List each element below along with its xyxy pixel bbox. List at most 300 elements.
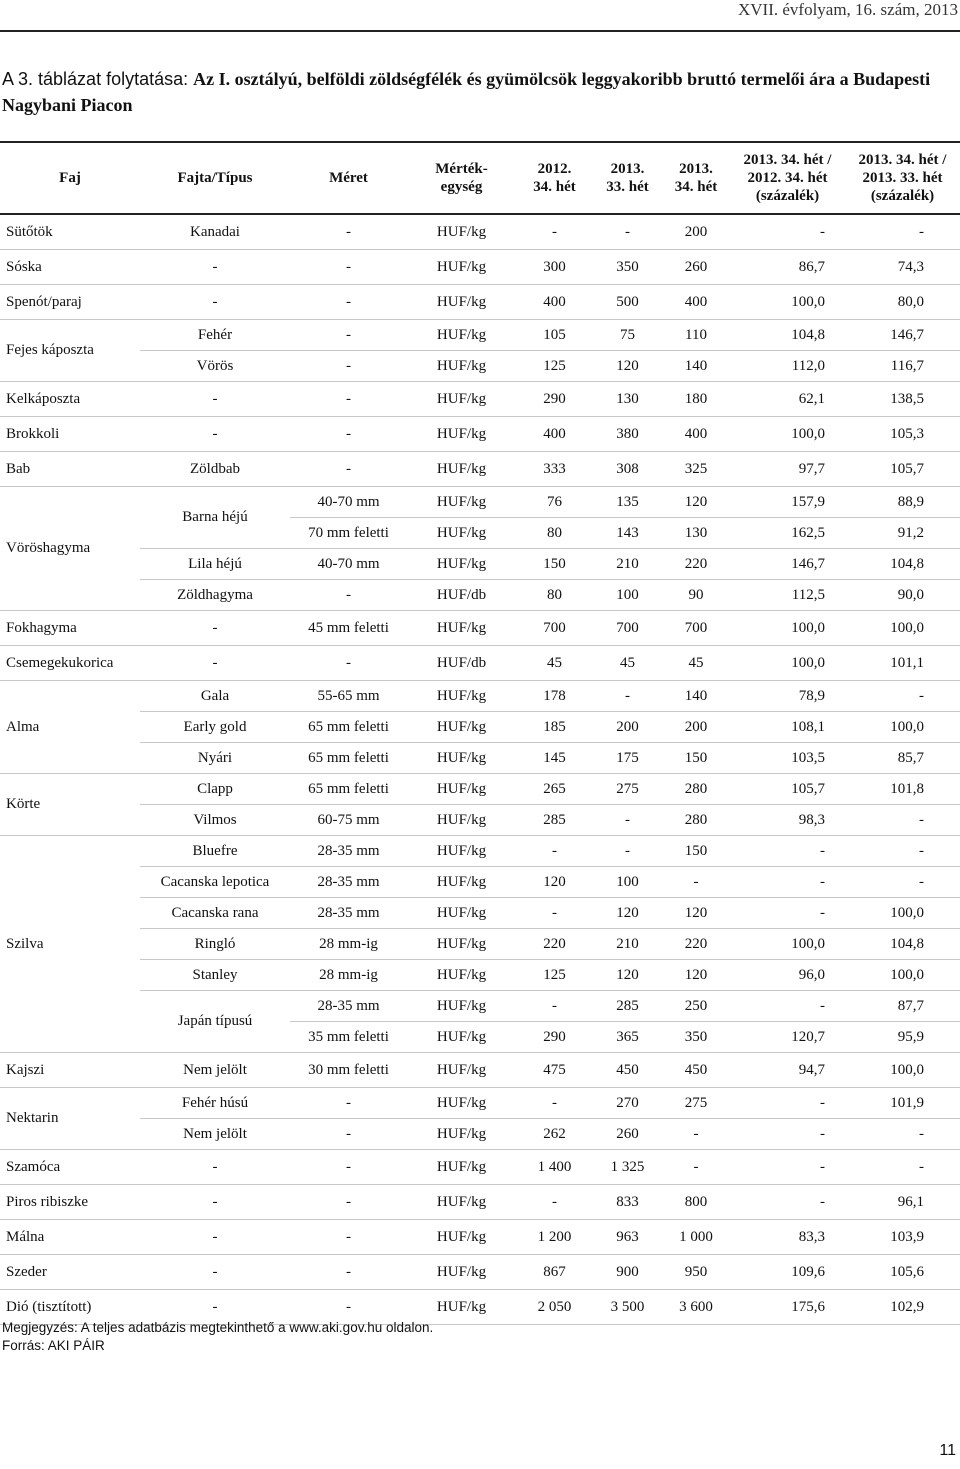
cell-fajta: - bbox=[140, 611, 290, 646]
header-divider bbox=[0, 30, 960, 32]
table-row bbox=[0, 646, 960, 681]
cell-meret: 65 mm feletti bbox=[290, 743, 407, 774]
cell-ratio-yoy: 96,0 bbox=[730, 960, 845, 991]
table-row bbox=[0, 1220, 960, 1255]
cell-2013-34: 325 bbox=[662, 452, 730, 487]
caption-prefix: A 3. táblázat folytatása: bbox=[2, 69, 194, 89]
cell-unit: HUF/kg bbox=[407, 898, 516, 929]
cell-ratio-yoy: - bbox=[730, 1185, 845, 1220]
cell-meret: - bbox=[290, 285, 407, 320]
cell-ratio-yoy: 109,6 bbox=[730, 1255, 845, 1290]
cell-ratio-yoy: - bbox=[730, 214, 845, 250]
cell-meret: 28-35 mm bbox=[290, 836, 407, 867]
cell-unit: HUF/kg bbox=[407, 929, 516, 960]
cell-2012-34: 475 bbox=[516, 1053, 593, 1088]
cell-ratio-wow: 74,3 bbox=[845, 250, 960, 285]
cell-fajta: Clapp bbox=[140, 774, 290, 805]
cell-ratio-yoy: 112,0 bbox=[730, 351, 845, 382]
cell-ratio-wow: 100,0 bbox=[845, 960, 960, 991]
cell-unit: HUF/kg bbox=[407, 250, 516, 285]
table-row bbox=[0, 743, 960, 774]
cell-fajta: Vilmos bbox=[140, 805, 290, 836]
cell-fajta: Early gold bbox=[140, 712, 290, 743]
cell-2013-34: - bbox=[662, 1150, 730, 1185]
cell-ratio-wow: 101,9 bbox=[845, 1088, 960, 1119]
cell-fajta: Nyári bbox=[140, 743, 290, 774]
cell-ratio-wow: - bbox=[845, 214, 960, 250]
cell-meret: - bbox=[290, 250, 407, 285]
cell-2013-33: 285 bbox=[593, 991, 662, 1022]
cell-2013-33: 100 bbox=[593, 867, 662, 898]
table-row bbox=[0, 214, 960, 250]
cell-2013-33: 120 bbox=[593, 960, 662, 991]
cell-unit: HUF/kg bbox=[407, 1088, 516, 1119]
cell-faj: Alma bbox=[0, 681, 140, 774]
cell-2013-33: - bbox=[593, 836, 662, 867]
table-row bbox=[0, 929, 960, 960]
table-row bbox=[0, 836, 960, 867]
cell-2013-34: 120 bbox=[662, 960, 730, 991]
cell-meret: 40-70 mm bbox=[290, 487, 407, 518]
cell-2013-34: 275 bbox=[662, 1088, 730, 1119]
cell-2013-33: 120 bbox=[593, 898, 662, 929]
cell-2013-33: 700 bbox=[593, 611, 662, 646]
cell-meret: - bbox=[290, 580, 407, 611]
cell-meret: 55-65 mm bbox=[290, 681, 407, 712]
cell-meret: - bbox=[290, 1220, 407, 1255]
cell-2013-34: 220 bbox=[662, 929, 730, 960]
cell-unit: HUF/kg bbox=[407, 452, 516, 487]
cell-2012-34: - bbox=[516, 898, 593, 929]
cell-unit: HUF/kg bbox=[407, 285, 516, 320]
cell-2013-33: 963 bbox=[593, 1220, 662, 1255]
cell-ratio-wow: 116,7 bbox=[845, 351, 960, 382]
cell-ratio-yoy: 162,5 bbox=[730, 518, 845, 549]
cell-unit: HUF/kg bbox=[407, 1053, 516, 1088]
cell-meret: 65 mm feletti bbox=[290, 774, 407, 805]
cell-fajta: Kanadai bbox=[140, 214, 290, 250]
cell-2012-34: 700 bbox=[516, 611, 593, 646]
cell-2013-34: 400 bbox=[662, 417, 730, 452]
cell-2012-34: - bbox=[516, 214, 593, 250]
cell-2012-34: - bbox=[516, 836, 593, 867]
cell-unit: HUF/db bbox=[407, 646, 516, 681]
cell-fajta: - bbox=[140, 1150, 290, 1185]
cell-fajta: - bbox=[140, 382, 290, 417]
cell-meret: 28-35 mm bbox=[290, 898, 407, 929]
cell-2013-34: 45 bbox=[662, 646, 730, 681]
cell-meret: - bbox=[290, 646, 407, 681]
cell-meret: - bbox=[290, 382, 407, 417]
cell-2012-34: 125 bbox=[516, 960, 593, 991]
cell-2012-34: 145 bbox=[516, 743, 593, 774]
cell-fajta: - bbox=[140, 250, 290, 285]
table-row bbox=[0, 382, 960, 417]
cell-fajta: Bluefre bbox=[140, 836, 290, 867]
cell-2012-34: - bbox=[516, 1185, 593, 1220]
cell-faj: Málna bbox=[0, 1220, 140, 1255]
cell-faj: Szilva bbox=[0, 836, 140, 1053]
cell-ratio-yoy: - bbox=[730, 991, 845, 1022]
issue-header: XVII. évfolyam, 16. szám, 2013 bbox=[737, 0, 958, 19]
table-row bbox=[0, 867, 960, 898]
table-row bbox=[0, 681, 960, 712]
cell-2012-34: - bbox=[516, 991, 593, 1022]
col-faj: Faj bbox=[0, 142, 140, 214]
cell-unit: HUF/kg bbox=[407, 549, 516, 580]
cell-2013-34: 150 bbox=[662, 743, 730, 774]
cell-fajta: Japán típusú bbox=[140, 991, 290, 1053]
cell-faj: Nektarin bbox=[0, 1088, 140, 1150]
cell-unit: HUF/kg bbox=[407, 1150, 516, 1185]
cell-2013-34: 250 bbox=[662, 991, 730, 1022]
cell-2013-33: 900 bbox=[593, 1255, 662, 1290]
cell-2012-34: 45 bbox=[516, 646, 593, 681]
cell-ratio-yoy: 105,7 bbox=[730, 774, 845, 805]
cell-unit: HUF/kg bbox=[407, 805, 516, 836]
cell-ratio-yoy: 94,7 bbox=[730, 1053, 845, 1088]
table-row bbox=[0, 285, 960, 320]
cell-2012-34: - bbox=[516, 1088, 593, 1119]
cell-2013-34: 350 bbox=[662, 1022, 730, 1053]
cell-ratio-yoy: - bbox=[730, 1119, 845, 1150]
cell-2012-34: 290 bbox=[516, 1022, 593, 1053]
cell-ratio-wow: - bbox=[845, 805, 960, 836]
cell-2013-33: 175 bbox=[593, 743, 662, 774]
cell-meret: - bbox=[290, 1255, 407, 1290]
cell-ratio-wow: - bbox=[845, 836, 960, 867]
table-row bbox=[0, 580, 960, 611]
cell-fajta: Fehér bbox=[140, 320, 290, 351]
cell-ratio-yoy: 86,7 bbox=[730, 250, 845, 285]
cell-ratio-yoy: - bbox=[730, 1150, 845, 1185]
cell-ratio-wow: 95,9 bbox=[845, 1022, 960, 1053]
cell-faj: Kelkáposzta bbox=[0, 382, 140, 417]
cell-unit: HUF/kg bbox=[407, 1220, 516, 1255]
cell-fajta: - bbox=[140, 1290, 290, 1325]
cell-2013-34: 90 bbox=[662, 580, 730, 611]
cell-2012-34: 300 bbox=[516, 250, 593, 285]
cell-2013-33: 143 bbox=[593, 518, 662, 549]
cell-ratio-wow: 80,0 bbox=[845, 285, 960, 320]
cell-ratio-wow: 102,9 bbox=[845, 1290, 960, 1325]
cell-2013-34: 800 bbox=[662, 1185, 730, 1220]
cell-fajta: Barna héjú bbox=[140, 487, 290, 549]
cell-ratio-wow: 87,7 bbox=[845, 991, 960, 1022]
cell-2013-34: 450 bbox=[662, 1053, 730, 1088]
cell-unit: HUF/kg bbox=[407, 1255, 516, 1290]
source-text: Forrás: AKI PÁIR bbox=[2, 1338, 105, 1353]
cell-2012-34: 262 bbox=[516, 1119, 593, 1150]
cell-2012-34: 178 bbox=[516, 681, 593, 712]
cell-2013-34: 130 bbox=[662, 518, 730, 549]
cell-ratio-wow: 105,6 bbox=[845, 1255, 960, 1290]
cell-faj: Fokhagyma bbox=[0, 611, 140, 646]
table-row bbox=[0, 805, 960, 836]
cell-unit: HUF/kg bbox=[407, 1119, 516, 1150]
cell-unit: HUF/kg bbox=[407, 836, 516, 867]
cell-ratio-wow: - bbox=[845, 1150, 960, 1185]
cell-ratio-wow: 100,0 bbox=[845, 611, 960, 646]
cell-ratio-wow: 96,1 bbox=[845, 1185, 960, 1220]
cell-2012-34: 185 bbox=[516, 712, 593, 743]
col-2013-33: 2013. 33. hét bbox=[593, 142, 662, 214]
table-row bbox=[0, 549, 960, 580]
cell-unit: HUF/kg bbox=[407, 351, 516, 382]
cell-meret: - bbox=[290, 452, 407, 487]
cell-unit: HUF/kg bbox=[407, 1290, 516, 1325]
col-ratio-yoy: 2013. 34. hét / 2012. 34. hét (százalék) bbox=[730, 142, 845, 214]
cell-meret: 60-75 mm bbox=[290, 805, 407, 836]
cell-fajta: Stanley bbox=[140, 960, 290, 991]
cell-ratio-yoy: 112,5 bbox=[730, 580, 845, 611]
cell-2013-34: 180 bbox=[662, 382, 730, 417]
cell-2013-34: 200 bbox=[662, 712, 730, 743]
cell-2012-34: 285 bbox=[516, 805, 593, 836]
cell-ratio-yoy: - bbox=[730, 1088, 845, 1119]
table-row bbox=[0, 712, 960, 743]
cell-ratio-yoy: 100,0 bbox=[730, 285, 845, 320]
cell-2013-34: 700 bbox=[662, 611, 730, 646]
table-caption bbox=[2, 66, 952, 118]
cell-unit: HUF/db bbox=[407, 580, 516, 611]
cell-unit: HUF/kg bbox=[407, 867, 516, 898]
cell-unit: HUF/kg bbox=[407, 743, 516, 774]
cell-2013-33: 450 bbox=[593, 1053, 662, 1088]
cell-2013-34: 1 000 bbox=[662, 1220, 730, 1255]
cell-faj: Kajszi bbox=[0, 1053, 140, 1088]
cell-unit: HUF/kg bbox=[407, 320, 516, 351]
cell-ratio-wow: 104,8 bbox=[845, 549, 960, 580]
cell-faj: Fejes káposzta bbox=[0, 320, 140, 382]
cell-unit: HUF/kg bbox=[407, 214, 516, 250]
cell-ratio-yoy: 100,0 bbox=[730, 929, 845, 960]
cell-2013-33: 380 bbox=[593, 417, 662, 452]
cell-fajta: - bbox=[140, 1220, 290, 1255]
table-row bbox=[0, 250, 960, 285]
cell-ratio-yoy: - bbox=[730, 867, 845, 898]
cell-2013-33: 135 bbox=[593, 487, 662, 518]
cell-ratio-yoy: 175,6 bbox=[730, 1290, 845, 1325]
cell-fajta: - bbox=[140, 1185, 290, 1220]
cell-unit: HUF/kg bbox=[407, 681, 516, 712]
cell-unit: HUF/kg bbox=[407, 518, 516, 549]
cell-2013-33: - bbox=[593, 805, 662, 836]
cell-meret: 30 mm feletti bbox=[290, 1053, 407, 1088]
cell-ratio-wow: - bbox=[845, 867, 960, 898]
cell-meret: 28 mm-ig bbox=[290, 960, 407, 991]
cell-2012-34: 76 bbox=[516, 487, 593, 518]
table-row bbox=[0, 452, 960, 487]
table-row bbox=[0, 1150, 960, 1185]
cell-2013-33: - bbox=[593, 214, 662, 250]
cell-2013-33: 130 bbox=[593, 382, 662, 417]
col-2012-34: 2012. 34. hét bbox=[516, 142, 593, 214]
cell-ratio-yoy: 62,1 bbox=[730, 382, 845, 417]
cell-meret: - bbox=[290, 1119, 407, 1150]
col-2013-34: 2013. 34. hét bbox=[662, 142, 730, 214]
cell-2013-33: 833 bbox=[593, 1185, 662, 1220]
cell-ratio-yoy: 100,0 bbox=[730, 611, 845, 646]
cell-ratio-wow: 100,0 bbox=[845, 712, 960, 743]
cell-fajta: Nem jelölt bbox=[140, 1053, 290, 1088]
cell-fajta: Cacanska lepotica bbox=[140, 867, 290, 898]
cell-unit: HUF/kg bbox=[407, 774, 516, 805]
note-text: Megjegyzés: A teljes adatbázis megtekinthető a www.aki.gov.hu oldalon. bbox=[2, 1320, 434, 1335]
cell-meret: - bbox=[290, 214, 407, 250]
table-row bbox=[0, 320, 960, 351]
cell-2012-34: 867 bbox=[516, 1255, 593, 1290]
cell-faj: Vöröshagyma bbox=[0, 487, 140, 611]
cell-meret: 65 mm feletti bbox=[290, 712, 407, 743]
cell-faj: Sóska bbox=[0, 250, 140, 285]
cell-2013-33: 45 bbox=[593, 646, 662, 681]
cell-2013-34: 950 bbox=[662, 1255, 730, 1290]
col-fajta: Fajta/Típus bbox=[140, 142, 290, 214]
cell-ratio-wow: 146,7 bbox=[845, 320, 960, 351]
cell-2013-34: 200 bbox=[662, 214, 730, 250]
cell-2013-33: 1 325 bbox=[593, 1150, 662, 1185]
table-row bbox=[0, 611, 960, 646]
cell-ratio-wow: 105,3 bbox=[845, 417, 960, 452]
cell-ratio-wow: 88,9 bbox=[845, 487, 960, 518]
cell-2013-33: 275 bbox=[593, 774, 662, 805]
cell-2012-34: 220 bbox=[516, 929, 593, 960]
cell-fajta: Vörös bbox=[140, 351, 290, 382]
cell-2012-34: 1 400 bbox=[516, 1150, 593, 1185]
cell-2013-33: 350 bbox=[593, 250, 662, 285]
cell-2012-34: 125 bbox=[516, 351, 593, 382]
cell-unit: HUF/kg bbox=[407, 712, 516, 743]
table-row bbox=[0, 1053, 960, 1088]
cell-2013-34: 150 bbox=[662, 836, 730, 867]
cell-ratio-yoy: 97,7 bbox=[730, 452, 845, 487]
cell-unit: HUF/kg bbox=[407, 960, 516, 991]
cell-ratio-yoy: 83,3 bbox=[730, 1220, 845, 1255]
cell-2012-34: 80 bbox=[516, 518, 593, 549]
cell-meret: - bbox=[290, 1150, 407, 1185]
cell-2013-34: 280 bbox=[662, 805, 730, 836]
cell-meret: 35 mm feletti bbox=[290, 1022, 407, 1053]
table-row bbox=[0, 1185, 960, 1220]
table-row bbox=[0, 991, 960, 1022]
cell-2013-34: 140 bbox=[662, 351, 730, 382]
table-body bbox=[0, 214, 960, 1325]
cell-meret: - bbox=[290, 351, 407, 382]
table-row bbox=[0, 351, 960, 382]
cell-faj: Sütőtök bbox=[0, 214, 140, 250]
cell-ratio-yoy: 108,1 bbox=[730, 712, 845, 743]
col-ratio-wow: 2013. 34. hét / 2013. 33. hét (százalék) bbox=[845, 142, 960, 214]
cell-2012-34: 2 050 bbox=[516, 1290, 593, 1325]
cell-2013-33: 3 500 bbox=[593, 1290, 662, 1325]
cell-2013-33: 120 bbox=[593, 351, 662, 382]
cell-2013-33: 365 bbox=[593, 1022, 662, 1053]
cell-faj: Körte bbox=[0, 774, 140, 836]
cell-unit: HUF/kg bbox=[407, 991, 516, 1022]
cell-ratio-yoy: 100,0 bbox=[730, 417, 845, 452]
cell-meret: 28 mm-ig bbox=[290, 929, 407, 960]
cell-fajta: Nem jelölt bbox=[140, 1119, 290, 1150]
table-header-row bbox=[0, 142, 960, 214]
cell-ratio-wow: 101,8 bbox=[845, 774, 960, 805]
cell-2013-34: 3 600 bbox=[662, 1290, 730, 1325]
cell-meret: - bbox=[290, 417, 407, 452]
cell-2012-34: 265 bbox=[516, 774, 593, 805]
cell-ratio-wow: 100,0 bbox=[845, 898, 960, 929]
cell-fajta: Fehér húsú bbox=[140, 1088, 290, 1119]
cell-ratio-wow: 100,0 bbox=[845, 1053, 960, 1088]
cell-ratio-yoy: 98,3 bbox=[730, 805, 845, 836]
cell-2013-33: 308 bbox=[593, 452, 662, 487]
cell-2012-34: 290 bbox=[516, 382, 593, 417]
table-row bbox=[0, 1119, 960, 1150]
cell-ratio-wow: 138,5 bbox=[845, 382, 960, 417]
cell-2013-33: 100 bbox=[593, 580, 662, 611]
cell-fajta: Gala bbox=[140, 681, 290, 712]
page-number: 11 bbox=[939, 1442, 956, 1459]
cell-ratio-yoy: 78,9 bbox=[730, 681, 845, 712]
cell-2013-33: 210 bbox=[593, 549, 662, 580]
cell-meret: - bbox=[290, 320, 407, 351]
cell-ratio-wow: 85,7 bbox=[845, 743, 960, 774]
cell-faj: Csemegekukorica bbox=[0, 646, 140, 681]
cell-meret: 28-35 mm bbox=[290, 991, 407, 1022]
cell-faj: Piros ribiszke bbox=[0, 1185, 140, 1220]
cell-fajta: Cacanska rana bbox=[140, 898, 290, 929]
cell-fajta: - bbox=[140, 285, 290, 320]
cell-unit: HUF/kg bbox=[407, 487, 516, 518]
cell-meret: 28-35 mm bbox=[290, 867, 407, 898]
table-row bbox=[0, 1088, 960, 1119]
caption-title: Az I. osztályú, belföldi zöldségfélék és gyümölcsök leggyakoribb bruttó termelői ára a Budapesti Nagybani Piacon bbox=[2, 69, 931, 115]
table-row bbox=[0, 417, 960, 452]
cell-ratio-wow: 91,2 bbox=[845, 518, 960, 549]
cell-ratio-yoy: - bbox=[730, 836, 845, 867]
cell-ratio-wow: 103,9 bbox=[845, 1220, 960, 1255]
cell-fajta: Ringló bbox=[140, 929, 290, 960]
cell-ratio-yoy: 100,0 bbox=[730, 646, 845, 681]
table-row bbox=[0, 487, 960, 518]
price-table bbox=[0, 141, 960, 1325]
cell-faj: Spenót/paraj bbox=[0, 285, 140, 320]
cell-2013-34: - bbox=[662, 867, 730, 898]
cell-2012-34: 400 bbox=[516, 285, 593, 320]
cell-fajta: - bbox=[140, 646, 290, 681]
table-row bbox=[0, 774, 960, 805]
cell-2013-34: 120 bbox=[662, 487, 730, 518]
cell-2012-34: 333 bbox=[516, 452, 593, 487]
cell-2013-34: 110 bbox=[662, 320, 730, 351]
cell-ratio-yoy: 146,7 bbox=[730, 549, 845, 580]
cell-unit: HUF/kg bbox=[407, 417, 516, 452]
cell-ratio-wow: 101,1 bbox=[845, 646, 960, 681]
cell-2013-33: 75 bbox=[593, 320, 662, 351]
cell-fajta: - bbox=[140, 1255, 290, 1290]
cell-2013-34: 400 bbox=[662, 285, 730, 320]
cell-ratio-wow: 104,8 bbox=[845, 929, 960, 960]
cell-2012-34: 400 bbox=[516, 417, 593, 452]
cell-ratio-yoy: - bbox=[730, 898, 845, 929]
cell-2013-33: 210 bbox=[593, 929, 662, 960]
cell-2013-34: 260 bbox=[662, 250, 730, 285]
cell-meret: 45 mm feletti bbox=[290, 611, 407, 646]
cell-2013-33: 270 bbox=[593, 1088, 662, 1119]
cell-2013-34: - bbox=[662, 1119, 730, 1150]
col-meret: Méret bbox=[290, 142, 407, 214]
cell-unit: HUF/kg bbox=[407, 611, 516, 646]
cell-2013-34: 120 bbox=[662, 898, 730, 929]
